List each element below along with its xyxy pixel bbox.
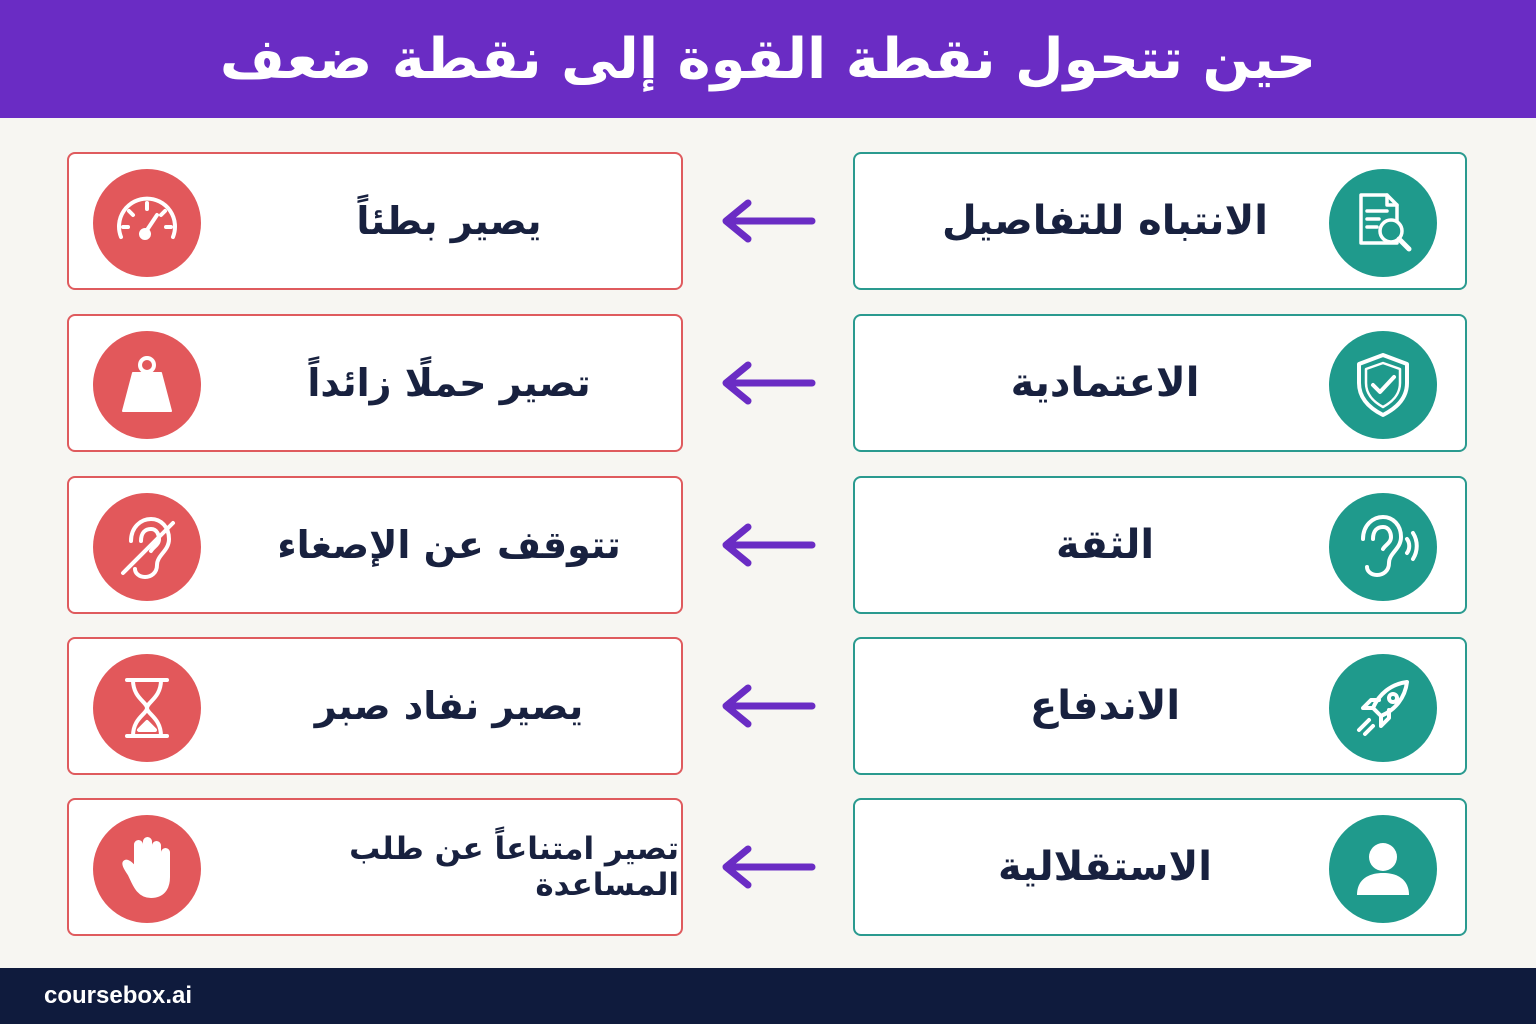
page-title: حين تتحول نقطة القوة إلى نقطة ضعف xyxy=(219,26,1317,92)
weakness-label: يصير بطئاً xyxy=(356,199,542,243)
arrow-left-icon xyxy=(718,842,818,892)
weakness-card xyxy=(67,152,683,290)
strength-label: الثقة xyxy=(1055,522,1155,568)
header-banner xyxy=(0,0,1536,118)
strength-card xyxy=(853,476,1467,614)
weakness-card xyxy=(67,476,683,614)
strength-card xyxy=(853,798,1467,936)
rocket-icon xyxy=(1329,654,1437,762)
weakness-card xyxy=(67,314,683,452)
document-search-icon xyxy=(1329,169,1437,277)
weakness-card xyxy=(67,798,683,936)
arrow-left-icon xyxy=(718,681,818,731)
row-independence xyxy=(0,798,1536,936)
weakness-card xyxy=(67,637,683,775)
ear-icon xyxy=(1329,493,1437,601)
strength-label: الاستقلالية xyxy=(998,844,1212,890)
strength-label: الاعتمادية xyxy=(1010,360,1200,406)
speedometer-icon xyxy=(93,169,201,277)
arrow-left-icon xyxy=(718,196,818,246)
arrow-left-icon xyxy=(718,520,818,570)
row-attention-to-detail xyxy=(0,152,1536,290)
stop-hand-icon xyxy=(93,815,201,923)
arrow-left-icon xyxy=(718,358,818,408)
ear-muted-icon xyxy=(93,493,201,601)
row-drive xyxy=(0,637,1536,775)
weakness-label: تصير امتناعاً عن طلب المساعدة xyxy=(349,831,679,903)
row-reliability xyxy=(0,314,1536,452)
shield-check-icon xyxy=(1329,331,1437,439)
weight-icon xyxy=(93,331,201,439)
brand-link[interactable]: coursebox.ai xyxy=(44,982,193,1009)
hourglass-icon xyxy=(93,654,201,762)
row-confidence xyxy=(0,476,1536,614)
weakness-label: تتوقف عن الإصغاء xyxy=(277,523,621,567)
weakness-label: تصير حملًا زائداً xyxy=(307,361,591,405)
weakness-label: يصير نفاد صبر xyxy=(314,684,584,728)
strength-card xyxy=(853,314,1467,452)
user-icon xyxy=(1329,815,1437,923)
strength-card xyxy=(853,637,1467,775)
footer-bar xyxy=(0,968,1536,1024)
strength-label: الاندفاع xyxy=(1029,683,1181,729)
strength-label: الانتباه للتفاصيل xyxy=(942,198,1268,244)
strength-card xyxy=(853,152,1467,290)
